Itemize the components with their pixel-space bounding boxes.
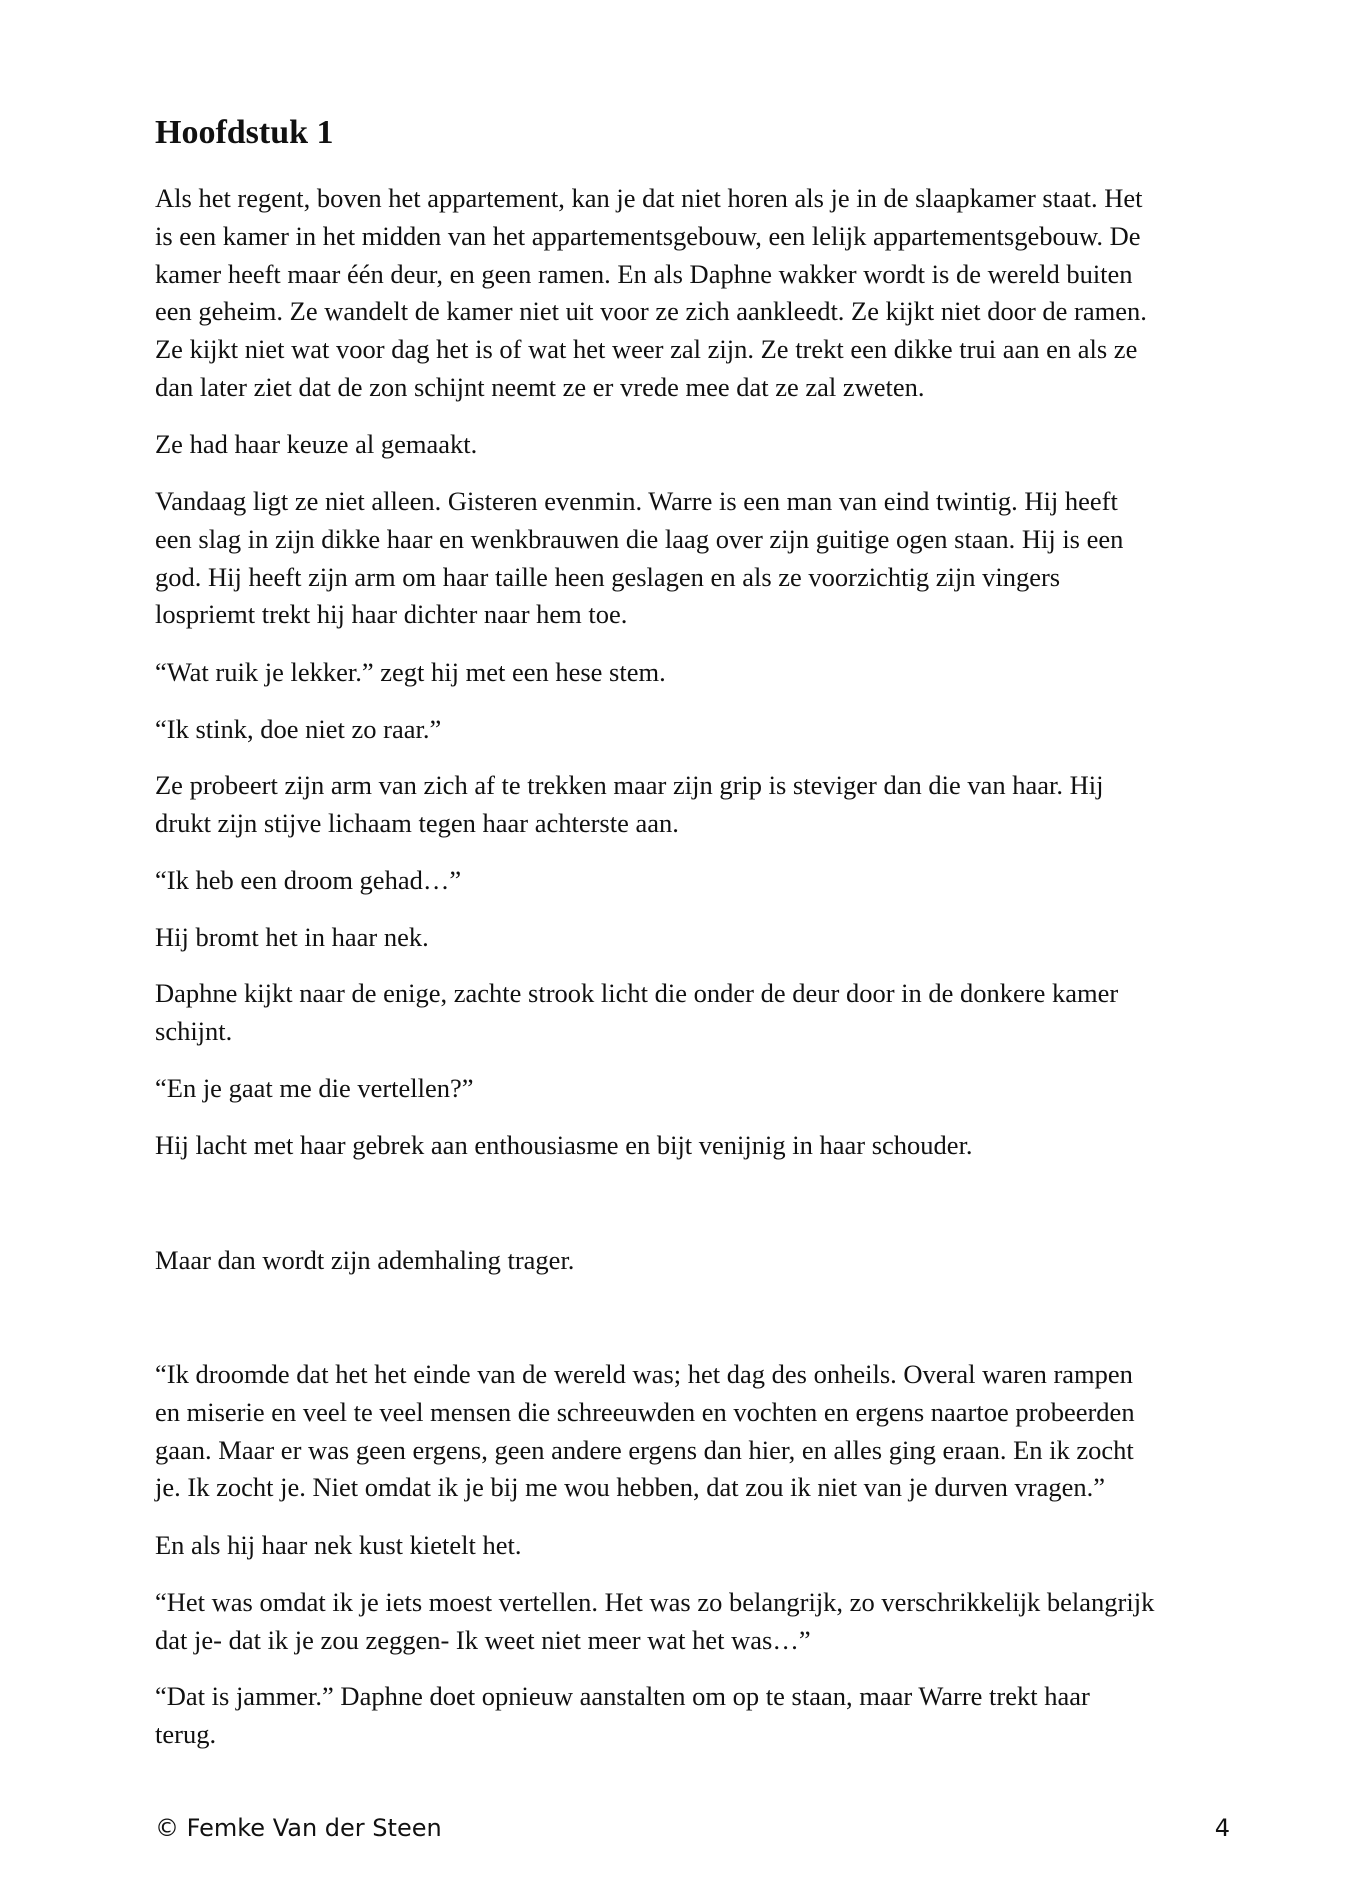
paragraph: [155, 1527, 1235, 1565]
paragraph: [155, 711, 1235, 749]
text-line: En als hij haar nek kust kietelt het.: [155, 1530, 522, 1560]
text-line: dat je- dat ik je zou zeggen- Ik weet niet meer wat het was…”: [155, 1624, 811, 1655]
paragraph: [155, 1584, 1235, 1660]
text-line: “Het was omdat ik je iets moest vertellen. Het was zo belangrijk, zo verschrikkelijk belangrijk: [155, 1587, 1155, 1617]
paragraph: [155, 426, 1235, 464]
text-line: Ze kijkt niet wat voor dag het is of wat het weer zal zijn. Ze trekt een dikke trui aan en als ze: [155, 334, 1138, 365]
paragraph: [155, 1242, 1235, 1280]
text-line: en miserie en veel te veel mensen die schreeuwden en vochten en ergens naartoe probeerden: [155, 1396, 1135, 1427]
text-line: Ze probeert zijn arm van zich af te trekken maar zijn grip is steviger dan die van haar. Hij: [155, 770, 1104, 800]
paragraph: [155, 1070, 1235, 1108]
footer-copyright: © Femke Van der Steen: [155, 1814, 442, 1842]
text-line: terug.: [155, 1718, 217, 1749]
paragraph: [155, 1356, 1235, 1507]
paragraph: [155, 1678, 1235, 1754]
text-line: gaan. Maar er was geen ergens, geen andere ergens dan hier, en alles ging eraan. En ik zocht: [155, 1434, 1134, 1465]
text-line: “Ik heb een droom gehad…”: [155, 865, 462, 895]
text-line: een slag in zijn dikke haar en wenkbrauwen die laag over zijn guitige ogen staan. Hij is een: [155, 523, 1124, 554]
paragraph: [155, 767, 1235, 843]
paragraph: [155, 654, 1235, 692]
text-line: kamer heeft maar één deur, en geen ramen. En als Daphne wakker wordt is de wereld buiten: [155, 258, 1133, 289]
text-line: dan later ziet dat de zon schijnt neemt ze er vrede mee dat ze zal zweten.: [155, 371, 925, 402]
text-line: Maar dan wordt zijn ademhaling trager.: [155, 1245, 575, 1275]
text-line: “Dat is jammer.” Daphne doet opnieuw aanstalten om op te staan, maar Warre trekt haar: [155, 1681, 1090, 1711]
text-line: Vandaag ligt ze niet alleen. Gisteren evenmin. Warre is een man van eind twintig. Hij heeft: [155, 486, 1118, 516]
text-line: “Ik stink, doe niet zo raar.”: [155, 714, 442, 744]
chapter-title: Hoofdstuk 1: [155, 114, 334, 151]
text-line: Als het regent, boven het appartement, kan je dat niet horen als je in de slaapkamer staat. Het: [155, 183, 1143, 213]
text-line: je. Ik zocht je. Niet omdat ik je bij me wou hebben, dat zou ik niet van je durven vragen.”: [155, 1472, 1106, 1503]
text-line: god. Hij heeft zijn arm om haar taille heen geslagen en als ze voorzichtig zijn vingers: [155, 561, 1061, 592]
text-line: “Ik droomde dat het het einde van de wereld was; het dag des onheils. Overal waren rampen: [155, 1359, 1133, 1389]
text-line: “Wat ruik je lekker.” zegt hij met een hese stem.: [155, 657, 666, 687]
text-line: Daphne kijkt naar de enige, zachte strook licht die onder de deur door in de donkere kamer: [155, 978, 1119, 1008]
paragraph: [155, 483, 1235, 634]
text-line: is een kamer in het midden van het appartementsgebouw, een lelijk appartementsgebouw. De: [155, 220, 1141, 251]
text-line: drukt zijn stijve lichaam tegen haar achterste aan.: [155, 807, 679, 838]
text-line: Hij lacht met haar gebrek aan enthousiasme en bijt venijnig in haar schouder.: [155, 1130, 973, 1160]
paragraph: [155, 919, 1235, 957]
text-line: “En je gaat me die vertellen?”: [155, 1073, 474, 1103]
paragraph: [155, 180, 1235, 407]
text-line: een geheim. Ze wandelt de kamer niet uit voor ze zich aankleedt. Ze kijkt niet door de ramen.: [155, 296, 1147, 327]
paragraph: [155, 862, 1235, 900]
paragraph: [155, 975, 1235, 1051]
text-line: Ze had haar keuze al gemaakt.: [155, 429, 478, 459]
text-line: schijnt.: [155, 1015, 233, 1046]
paragraph: [155, 1127, 1235, 1165]
text-line: lospriemt trekt hij haar dichter naar hem toe.: [155, 599, 628, 630]
page-number: 4: [1214, 1814, 1230, 1842]
text-line: Hij bromt het in haar nek.: [155, 922, 429, 952]
